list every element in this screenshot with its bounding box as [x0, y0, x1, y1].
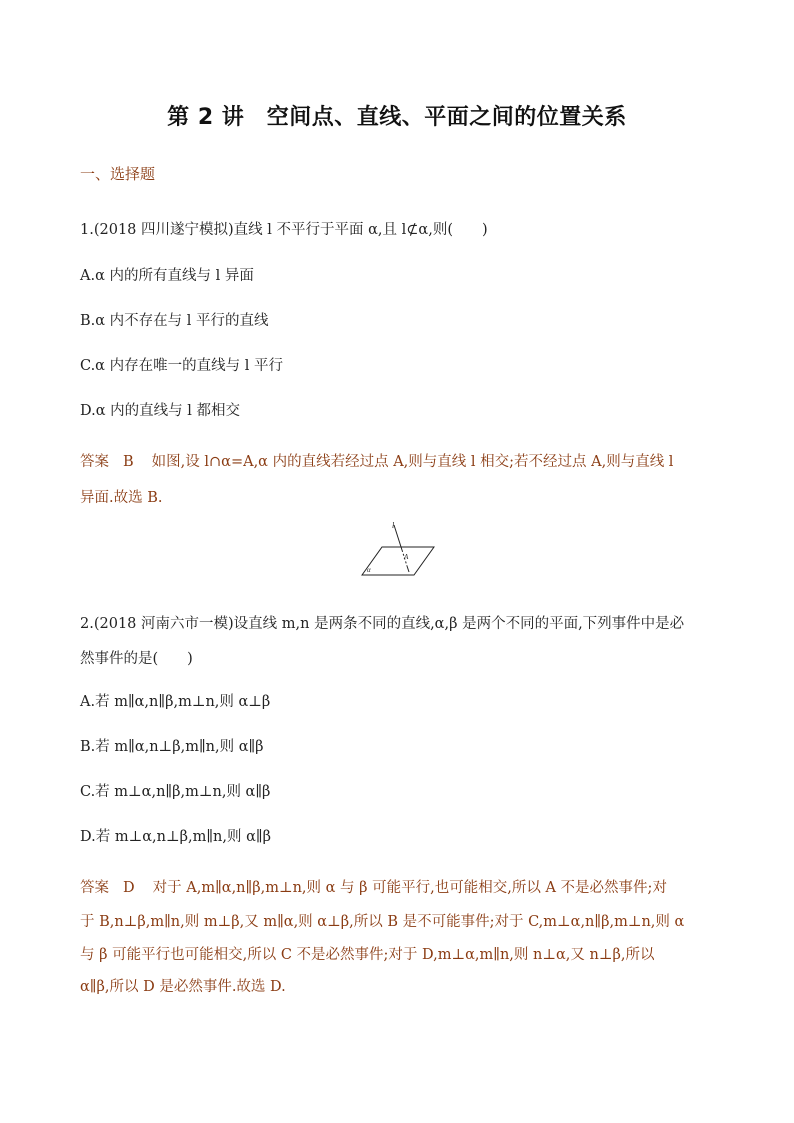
question-2-option-c: C.若 m⊥α,n∥β,m⊥n,则 α∥β: [80, 784, 271, 800]
plane-alpha-label: α: [367, 566, 371, 574]
question-1-option-a: A.α 内的所有直线与 l 异面: [80, 268, 254, 284]
question-1-answer-line-2: 异面.故选 B.: [80, 490, 163, 506]
point-a-label: A: [404, 553, 409, 561]
plane-alpha-parallelogram: [362, 547, 434, 575]
question-2-answer-line-2: 于 B,n⊥β,m∥n,则 m⊥β,又 m∥α,则 α⊥β,所以 B 是不可能事件;对于 C,m⊥α,n∥β,m⊥n,则 α: [80, 914, 685, 930]
line-l-lower: [407, 566, 409, 572]
section-heading: 一、选择题: [80, 165, 156, 183]
page-title: 第 2 讲 空间点、直线、平面之间的位置关系: [167, 105, 627, 130]
answer-explanation: 对于 A,m∥α,n∥β,m⊥n,则 α 与 β 可能平行,也可能相交,所以 A 不是必然事件;对: [152, 880, 667, 896]
question-2-stem-line-1: 2.(2018 河南六市一模)设直线 m,n 是两条不同的直线,α,β 是两个不同的平面,下列事件中是必: [80, 616, 685, 632]
line-l-label: l: [392, 521, 395, 530]
question-2-option-a: A.若 m∥α,n∥β,m⊥n,则 α⊥β: [80, 694, 271, 710]
question-2-option-b: B.若 m∥α,n⊥β,m∥n,则 α∥β: [80, 739, 264, 755]
answer-choice: B: [123, 454, 134, 470]
question-1-option-c: C.α 内存在唯一的直线与 l 平行: [80, 358, 283, 374]
answer-choice: D: [123, 880, 135, 896]
question-2-answer-line-4: α∥β,所以 D 是必然事件.故选 D.: [80, 979, 286, 995]
plane-line-figure: [360, 520, 436, 580]
answer-explanation: 如图,设 l∩α=A,α 内的直线若经过点 A,则与直线 l 相交;若不经过点 A,则与直线 l: [151, 454, 674, 470]
question-1-option-b: B.α 内不存在与 l 平行的直线: [80, 313, 269, 329]
question-1-stem: 1.(2018 四川遂宁模拟)直线 l 不平行于平面 α,且 l⊄α,则( ): [80, 222, 488, 238]
answer-tag: 答案: [80, 880, 109, 896]
line-l-upper: [394, 525, 402, 550]
answer-tag: 答案: [80, 454, 109, 470]
question-1-answer-line-1: [80, 452, 673, 472]
question-1-option-d: D.α 内的直线与 l 都相交: [80, 403, 240, 419]
question-2-answer-line-3: 与 β 可能平行也可能相交,所以 C 不是必然事件;对于 D,m⊥α,m∥n,则 n⊥α,又 n⊥β,所以: [80, 947, 655, 963]
question-2-stem-line-2: 然事件的是( ): [80, 651, 193, 667]
question-2-option-d: D.若 m⊥α,n⊥β,m∥n,则 α∥β: [80, 829, 271, 845]
question-2-answer-line-1: [80, 878, 667, 898]
